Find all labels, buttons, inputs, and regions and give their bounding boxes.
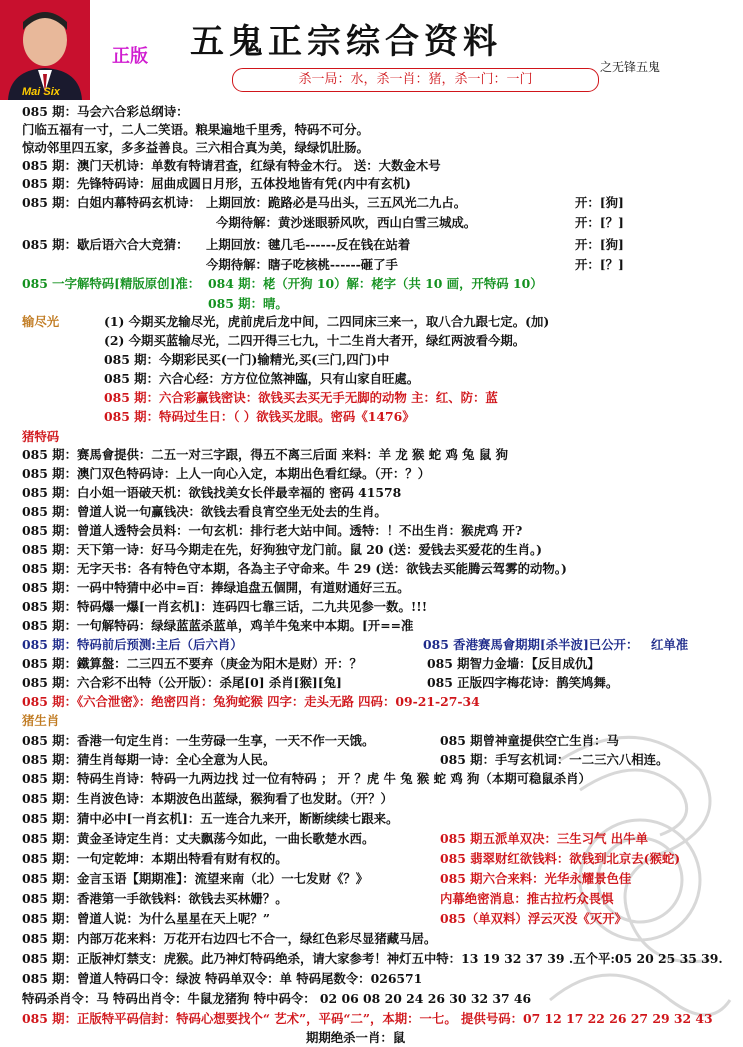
meihua-poem: 085 正版四字梅花诗：鹊笑鸠舞。 [427,675,619,690]
author-photo [0,0,90,100]
zhu-line-5: 085 期：曾道人透特会员料：一句玄机：排行老大站中间。透特：！不出生肖：猴虎鸡 开? [22,523,523,538]
baijie-now-open: 开：[？] [575,215,624,230]
baijie-now: 今期待解：黄沙迷眼骄风吹，西山白雪三城成。 [216,215,477,230]
sx-row-2-left: 085 期：猜生肖每期一诗：全心全意为人民。 [22,752,276,767]
zhu-line-1: 085 期：赛馬會提供：二五一对三字跟，得五不离三后面 来料：羊 龙 猴 蛇 鸡 兔 鼠 狗 [22,447,508,462]
section-label-shuchujin: 输尽光 [22,314,60,329]
zhu-line-7: 085 期：无字天书：各有特色守本期，各為主子守命来。牛 29 (送：欲钱去买能腾云驾雾的动物。) [22,561,567,576]
edition-badge: 正版 [112,46,148,67]
xiehouyu-now-open: 开：[？] [575,257,624,272]
shuchujin-line1: (1) 今期买龙输尽光，虎前虎后龙中间，二四同床三来一，取八合九跟七定。(加) [104,314,550,329]
shuchujin-line3: 085 期：今期彩民买(一门)输精光,买(三门,四门)中 [104,352,390,367]
macau-tianji-poem: 085 期：澳门天机诗：单数有特请君查，红绿有特金木行。 送：大数金木号 [22,158,441,173]
sx-row-5-left: 085 期：猜中必中[一肖玄机]：五一连合九来开，断断续续七跟来。 [22,811,399,826]
sx-row-4-left: 085 期：生肖波色诗：本期波色出蓝绿，猴狗看了也发財。（开？） [22,791,393,806]
zijie-now: 085 期：晴。 [208,296,288,311]
sx-row-9-left: 085 期：香港第一手欲钱料：欲钱去买林姗？。 [22,891,288,906]
sx-row-6-left: 085 期：黄金圣诗定生肖：丈夫飘荡今如此，一曲长歌楚水西。 [22,831,375,846]
saimahui-result: 红单准 [651,637,689,652]
zhu-line-4: 085 期：曾道人说一句赢钱决：欲钱去看良宵空坐无处去的生肖。 [22,504,387,519]
shuchujin-red2: 085 期：特码过生日：（ ）欲钱买龙眼。密码《1476》 [104,409,415,424]
sx-row-2-right: 085 期：手写玄机词：一二三六八相连。 [440,752,669,767]
xianfeng-poem: 085 期：先锋特码诗：屈曲成圆日月形，五体投地皆有凭(内中有玄机) [22,176,411,191]
section-label-zhutema: 猪特码 [22,429,60,444]
xiemi-line: 085 期：《六合泄密》：绝密四肖：兔狗蛇猴 四字：走头无路 四码：09-21-27-34 [22,694,480,709]
sx-row-9-right: 内幕绝密消息：推古拉朽众畏惧 [440,891,614,906]
zijie-label: 085 一字解特码[精版原创]准： [22,276,201,291]
saimahui-banbo: 085 香港赛馬會期期[杀半波]已公开： [423,637,639,652]
tail-line-2: 085 期：正版神灯禁支：虎猴。此乃神灯特码绝杀，请大家参考！神灯五中特：13 19 32 37 39 .五个平:05 20 25 35 39. [22,951,723,966]
zhu-line-3: 085 期：白小姐一语破天机：欲钱找美女长伴最幸福的 密码 41578 [22,485,402,500]
footer-kill: 期期绝杀一肖：鼠 [306,1030,406,1045]
zhu-line-9: 085 期：特码爆一爆[一肖玄机]：连码四七靠三话，二九共见参一数。!!! [22,599,428,614]
shuchujin-red1: 085 期：六合彩赢钱密诀：欲钱买去买无手无脚的动物 主：红、防：蓝 [104,390,498,405]
zhu-line-2: 085 期：澳门双色特码诗：上人一向心入定，本期出色看红绿。（开：？） [22,466,431,481]
sx-row-8-right: 085 期六合来料：光华永耀景色佳 [440,871,632,886]
sx-row-8-left: 085 期：金言玉语【期期准】：流望来南（北）一七发财《？》 [22,871,369,886]
baijie-prev: 上期回放：跪路必是马出头，三五风光二九占。 [206,195,467,210]
sx-row-7-right: 085 翡翠财红欲钱料：欲钱到北京去(猴蛇) [440,851,681,866]
photo-caption: Mai Six [22,86,60,98]
xiehouyu-now: 今期待解：瞎子吃核桃------砸了手 [206,257,398,272]
section-label-zhushengxiao: 猪生肖 [22,713,60,728]
zhili-jinqiang: 085 期智力金墙：【反目成仇】 [427,656,600,671]
qianhou-prediction: 085 期：特码前后预测:主后（后六肖） [22,637,243,652]
kill-summary-banner: 杀一局：水，杀一肖：猪，杀一门：一门 [232,68,599,92]
sx-row-3-left: 085 期：特码生肖诗：特码一九两边找 过一位有特码 ； 开 ？虎 牛 兔 猴 蛇 鸡 狗（本期可稳鼠杀肖） [22,771,591,786]
shuchujin-line4: 085 期：六合心经：方方位位煞神臨，只有山家自旺處。 [104,371,420,386]
sx-row-10-right: 085（单双料）浮云灭没《灭开》 [440,911,627,926]
sx-row-1-right: 085 期曾神童提供空亡生肖：马 [440,733,619,748]
buchu-te-line: 085 期：六合彩不出特（公开版）：杀尾[0] 杀肖[猴][兔] [22,675,342,690]
xiehouyu-prev: 上期回放：毽几毛------反在钱在站着 [206,237,411,252]
baijie-label: 085 期：白姐内幕特码玄机诗： [22,195,201,210]
sx-row-1-left: 085 期：香港一句定生肖：一生劳碌一生享，一天不作一天饿。 [22,733,375,748]
zonggang-line2: 惊动邻里四五家，多多益善良。三六相合真为美，绿绿饥肚肠。 [22,140,369,155]
sx-row-6-right: 085 期五派单双决：三生习气 出牛单 [440,831,648,846]
xiehouyu-prev-open: 开：[狗] [575,237,624,252]
shuchujin-line2: (2) 今期买蓝输尽光，二四开得三七九，十二生肖大者开，绿红两波看今期。 [104,333,526,348]
sx-row-7-left: 085 期：一句定乾坤：本期出特看有财有权的。 [22,851,288,866]
author-name: 之无锋五鬼 [600,60,661,74]
zhu-line-8: 085 期：一码中特猜中必中=百：捧绿追盘五個開，有道财通好三五。 [22,580,410,595]
zonggang-label: 085 期：马会六合彩总纲诗： [22,104,189,119]
zijie-last: 084 期：栳（开狗 10）解：栳字（共 10 画，开特码 10） [208,276,543,291]
portrait-image [0,0,90,100]
zhu-line-6: 085 期：天下第一诗：好马今期走在先，好狗独守龙门前。鼠 20 (送：爱钱去买爱花的生肖。) [22,542,543,557]
zhu-line-10: 085 期：一句解特码：绿绿蓝蓝杀蓝单，鸡羊牛兔来中本期。[开==准 [22,618,414,633]
page-title: 五鬼正宗综合资料 [190,22,502,62]
tail-line-4: 特码杀肖令：马 特码出肖令：牛鼠龙猪狗 特中码令： 02 06 08 20 24 26 30 32 37 46 [22,991,532,1006]
tail-line-3: 085 期：曾道人特码口令：绿波 特码单双令：单 特码尾数令：026571 [22,971,423,986]
final-red-line: 085 期：正版特平码信封：特码心想要找个“ 艺术”，平码“二”，本期：一七。 提供号码：07 12 17 22 26 27 29 32 43 [22,1011,713,1026]
baijie-prev-open: 开：[狗] [575,195,624,210]
tail-line-1: 085 期：内部万花来料：万花开右边四七不合一，绿红色彩尽显猪藏马居。 [22,931,437,946]
sx-row-10-left: 085 期：曾道人说：为什么星星在天上呢？” [22,911,270,926]
tiesuanpan-line: 085 期：鐵算盤：二三四五不要弃（庚金为阳木是财）开：？ [22,656,362,671]
zonggang-line1: 门临五福有一寸，二人二笑语。粮果遍地千里秀，特码不可分。 [22,122,369,137]
dragon-watermark-icon [520,700,740,1040]
xiehouyu-label: 085 期：歇后语六合大竞猜： [22,237,189,252]
